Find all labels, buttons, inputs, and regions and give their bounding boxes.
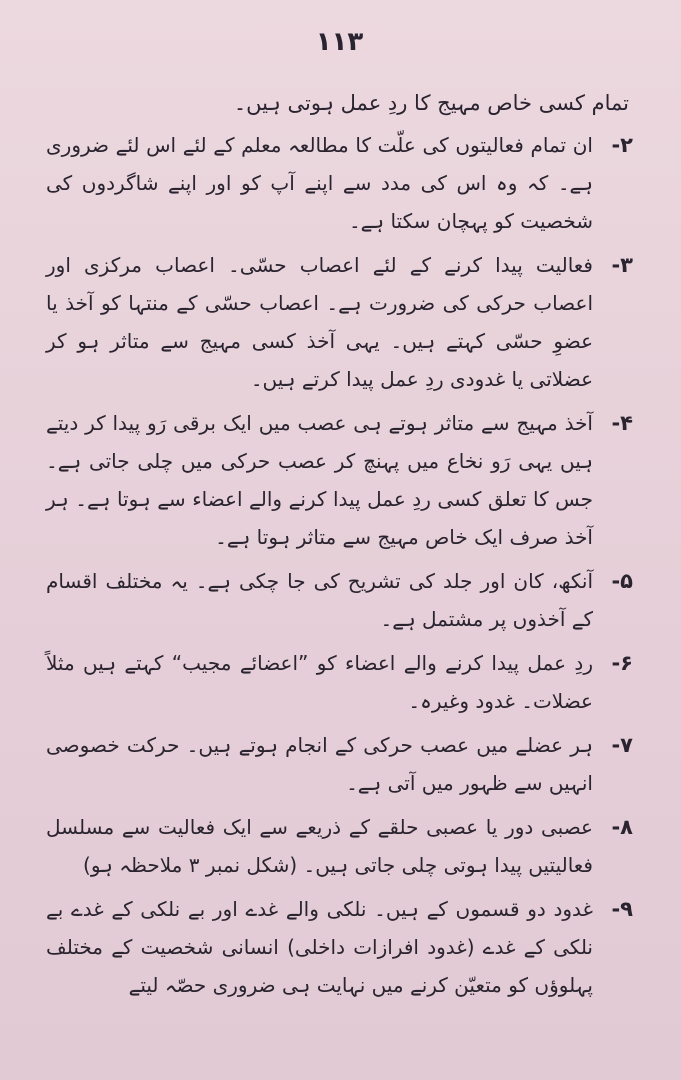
- list-item-text: فعالیت پیدا کرنے کے لئے اعصاب حسّی۔ اعصاب مرکزی اور اعصاب حرکی کی ضرورت ہے۔ اعصاب حسّی کے منتہا کو آخذ یا عضوِ حسّی کہتے ہیں۔ یہی آخذ کسی مہیج سے متاثر ہو کر عضلاتی یا غدودی ردِ عمل پیدا کرتے ہیں۔: [46, 253, 593, 391]
- list-item-text: آخذ مہیج سے متاثر ہوتے ہی عصب میں ایک برقی رَو پیدا کر دیتے ہیں یہی رَو نخاع میں پہنچ کر عصب حرکی میں چلی جاتی ہے۔ جس کا تعلق کسی ردِ عمل پیدا کرنے والے اعضاء سے ہوتا ہے۔ ہر آخذ صرف ایک خاص مہیج سے متاثر ہوتا ہے۔: [46, 411, 593, 549]
- list-item-number: ۹-: [611, 897, 633, 921]
- list-item-number: ۸-: [611, 815, 633, 839]
- list-item-number: ۴-: [611, 411, 633, 435]
- list-item: [46, 126, 633, 240]
- list-item-number: ۳-: [611, 253, 633, 277]
- list-item: [46, 890, 633, 1004]
- continued-paragraph: تمام کسی خاص مہیج کا ردِ عمل ہوتی ہیں۔: [233, 91, 629, 115]
- list-item-text: آنکھ، کان اور جلد کی تشریح کی جا چکی ہے۔ یہ مختلف اقسام کے آخذوں پر مشتمل ہے۔: [46, 569, 593, 631]
- list-item: [46, 644, 633, 720]
- list-item-text: ردِ عمل پیدا کرنے والے اعضاء کو ”اعضائے مجیب“ کہتے ہیں مثلاً عضلات۔ غدود وغیرہ۔: [46, 651, 593, 713]
- list-item-text: غدود دو قسموں کے ہیں۔ نلکی والے غدے اور بے نلکی کے غدے بے نلکی کے غدے (غدود افرازات داخلی) انسانی شخصیت کے مختلف پہلوؤں کو متعیّن کرنے میں نہایت ہی ضروری حصّہ لیتے: [46, 897, 593, 997]
- list-item: [46, 246, 633, 398]
- page-number: ۱۱۳: [315, 27, 364, 57]
- list-item-number: ۵-: [611, 569, 633, 593]
- list-item-text: ان تمام فعالیتوں کی علّت کا مطالعہ معلم کے لئے اس لئے ضروری ہے۔ کہ وہ اس کی مدد سے اپنے آپ کو اور اپنے شاگردوں کی شخصیت کو پہچان سکتا ہے۔: [46, 133, 593, 233]
- list-item: [46, 404, 633, 556]
- list-item-number: ۶-: [611, 651, 633, 675]
- list-item-text: عصبی دور یا عصبی حلقے کے ذریعے سے ایک فعالیت سے مسلسل فعالیتیں پیدا ہوتی چلی جاتی ہیں۔ (شکل نمبر ۳ ملاحظہ ہو): [46, 815, 593, 877]
- list-item-text: ہر عضلے میں عصب حرکی کے انجام ہوتے ہیں۔ حرکت خصوصی انہیں سے ظہور میں آتی ہے۔: [46, 733, 593, 795]
- list-item-number: ۷-: [611, 733, 633, 757]
- list-item-number: ۲-: [611, 133, 633, 157]
- list-item: [46, 808, 633, 884]
- list-item: [46, 726, 633, 802]
- list-item: [46, 562, 633, 638]
